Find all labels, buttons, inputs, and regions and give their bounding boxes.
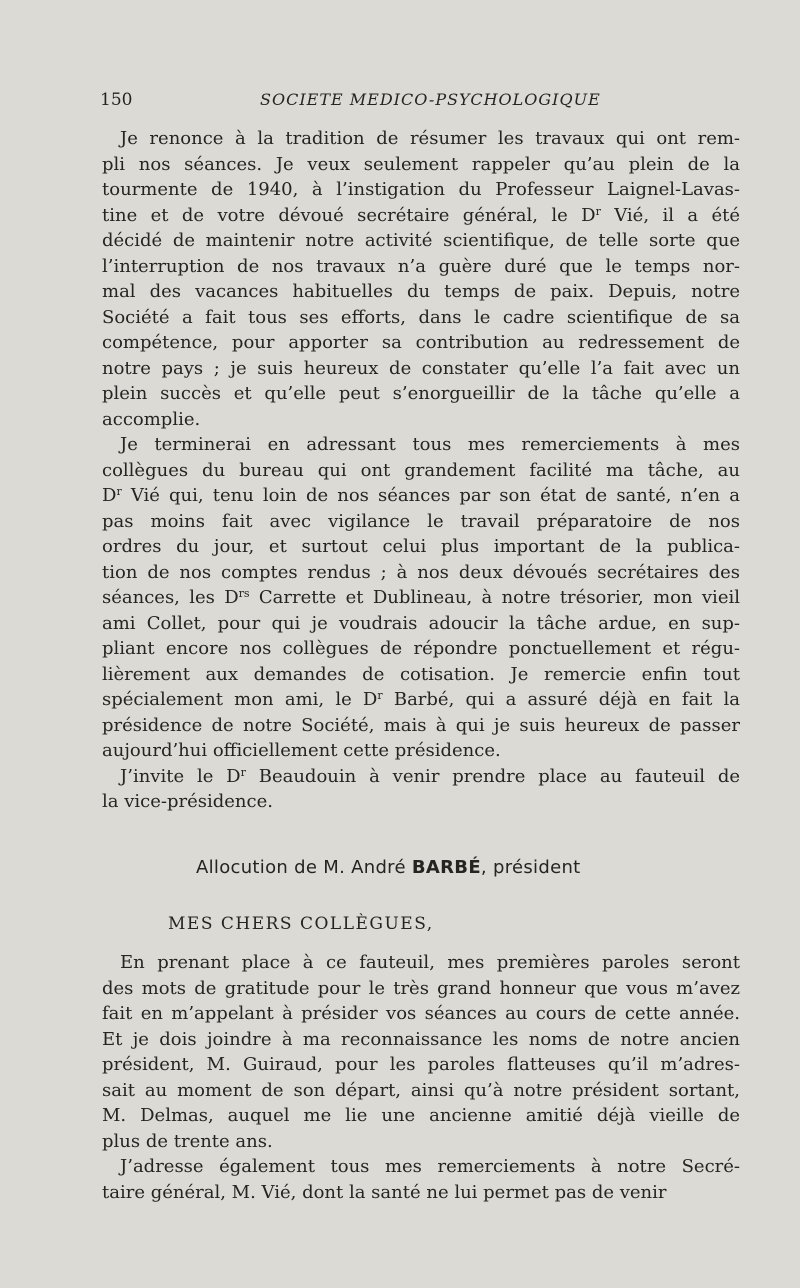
text-line: taire général, M. Vié, dont la santé ne lui permet pas de venir [102,1181,667,1203]
text-fragment: J’invite le D [120,765,241,787]
text-line: fait en m’appelant à présider vos séances au cours de cette année. [102,1003,740,1024]
text-line [102,483,740,509]
text-line [102,764,740,790]
paragraph [102,126,740,432]
text-line: lièrement aux demandes de cotisation. Je remercie enfin tout [102,663,740,685]
text-line: président, M. Guiraud, pour les paroles flatteuses qu’il m’adres- [102,1054,740,1075]
text-line: ordres du jour, et surtout celui plus important de la publica- [102,536,740,557]
page-number: 150 [100,90,133,110]
text-line: la vice-présidence. [102,791,273,812]
section-title-suffix: , président [480,857,581,878]
text-line: collègues du bureau qui ont grandement facilité ma tâche, au [102,459,740,481]
paragraph [102,950,740,1154]
section-title-surname: BARBÉ [411,857,481,878]
text-line: présidence de notre Société, mais à qui je suis heureux de passer [102,714,740,736]
text-line: accomplie. [102,408,201,430]
text-fragment: séances, les D [102,587,239,608]
paragraph [102,764,740,815]
superscript: r [116,485,122,498]
text-line: J’adresse également tous mes remerciements à notre Secré- [120,1156,740,1177]
superscript: r [240,765,246,779]
text-line: plus de trente ans. [102,1130,273,1152]
section-title-prefix: Allocution de M. André [196,857,412,878]
superscript: rs [238,587,250,600]
text-line: Je terminerai en adressant tous mes remerciements à mes [120,434,740,455]
text-line: pas moins fait avec vigilance le travail préparatoire de nos [102,510,740,532]
text-fragment: Beaudouin à venir prendre place au fauteuil de [245,765,740,787]
text-line: tion de nos comptes rendus ; à nos deux dévoués secrétaires des [102,561,740,583]
text-line [102,687,740,713]
text-fragment: tine et de votre dévoué secrétaire général, le D [102,204,596,226]
text-line: sait au moment de son départ, ainsi qu’à notre président sortant, [102,1079,740,1101]
body-text-bottom [102,950,740,1205]
text-line: Je renonce à la tradition de résumer les travaux qui ont rem- [120,128,740,149]
text-line: ami Collet, pour qui je voudrais adoucir la tâche ardue, en sup- [102,612,740,634]
text-line [102,203,740,229]
text-line: En prenant place à ce fauteuil, mes premières paroles seront [120,952,740,973]
text-line [102,585,740,611]
text-line: tourmente de 1940, à l’instigation du Professeur Laignel-Lavas- [102,179,740,200]
running-title: SOCIETE MEDICO-PSYCHOLOGIQUE [260,90,601,109]
text-line: M. Delmas, auquel me lie une ancienne amitié déjà vieille de [102,1105,740,1126]
text-line: plein succès et qu’elle peut s’enorgueillir de la tâche qu’elle a [102,383,740,404]
text-line: des mots de gratitude pour le très grand honneur que vous m’avez [102,977,740,999]
text-line: Société a fait tous ses efforts, dans le cadre scientifique de sa [102,306,740,328]
text-line: aujourd’hui officiellement cette présidence. [102,740,501,761]
text-fragment: Vié, il a été [600,204,740,226]
paragraph [102,432,740,764]
text-fragment: Barbé, qui a assuré déjà en fait la [382,689,740,710]
salutation: MES CHERS COLLÈGUES, [168,914,434,934]
superscript: r [595,204,601,218]
text-fragment: D [102,485,117,506]
text-line: Et je dois joindre à ma reconnaissance les noms de notre ancien [102,1028,740,1050]
text-line: pliant encore nos collègues de répondre ponctuellement et régu- [102,638,740,659]
text-line: compétence, pour apporter sa contribution au redressement de [102,332,740,353]
text-line: pli nos séances. Je veux seulement rappeler qu’au plein de la [102,153,740,175]
text-fragment: Carrette et Dublineau, à notre trésorier, mon vieil [249,587,740,608]
text-line: notre pays ; je suis heureux de constater qu’elle l’a fait avec un [102,357,740,379]
section-title [196,857,581,878]
superscript: r [377,689,383,702]
paragraph [102,1154,740,1205]
text-fragment: spécialement mon ami, le D [102,689,378,710]
body-text-top [102,126,740,815]
text-line: l’interruption de nos travaux n’a guère duré que le temps nor- [102,255,740,277]
text-fragment: Vié qui, tenu loin de nos séances par son état de santé, n’en a [121,485,740,506]
text-line: mal des vacances habituelles du temps de paix. Depuis, notre [102,281,740,302]
text-line: décidé de maintenir notre activité scientifique, de telle sorte que [102,230,740,251]
page-header [100,90,740,114]
